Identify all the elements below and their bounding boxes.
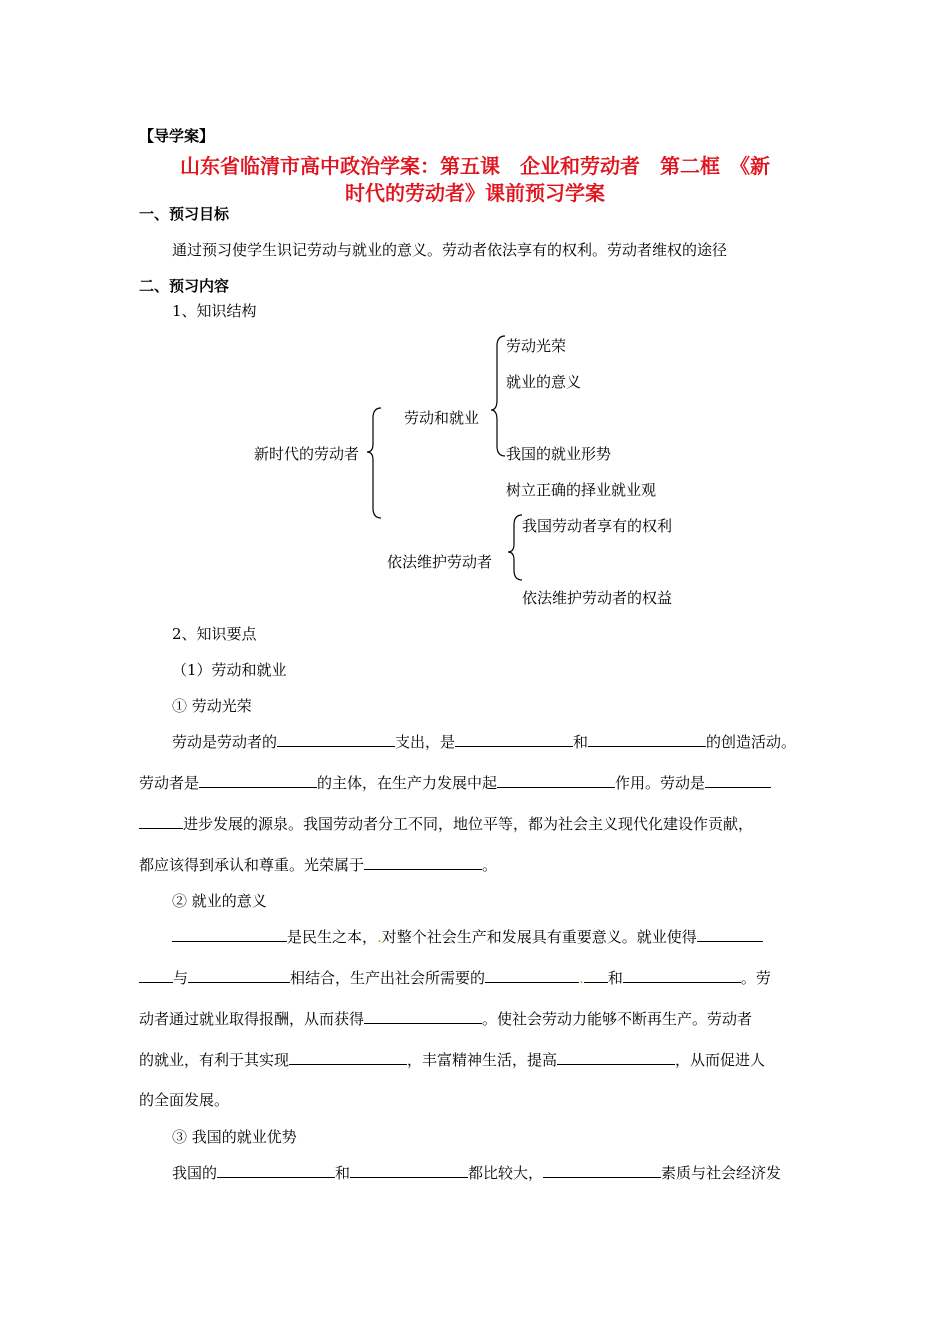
item2-line5: 的全面发展。 [139,1091,230,1109]
fill-blank[interactable] [199,772,317,788]
tree-branch2-item: 我国劳动者享有的权利 [522,517,673,535]
item2-line2: 与 相结合，生产出社会所需要的 . 和 。劳 [139,967,819,988]
fill-blank[interactable] [139,967,173,983]
tree-branch1-item: 劳动光荣 [506,337,567,355]
highlight-dot: . [377,928,382,946]
section2-sub1: 1、知识结构 [172,302,257,320]
item1-line1: 劳动是劳动者的 支出，是 和 的创造活动。 [172,733,797,751]
item2-title: ② 就业的意义 [172,892,267,910]
fill-blank[interactable] [543,1162,661,1178]
item1-line3: 进步发展的源泉。我国劳动者分工不同，地位平等，都为社会主义现代化建设作贡献， [139,813,819,834]
fill-blank[interactable] [277,731,395,747]
fill-blank[interactable] [172,926,287,942]
fill-blank[interactable] [139,813,183,829]
fill-blank[interactable] [217,1162,335,1178]
item3-title: ③ 我国的就业优势 [172,1128,297,1146]
fill-blank[interactable] [557,1049,675,1065]
branch1-brace [491,336,505,456]
fill-blank[interactable] [364,854,482,870]
section2-sub2: 2、知识要点 [172,625,257,643]
tree-branch1: 劳动和就业 [404,409,480,427]
highlight-dot: . [579,969,584,987]
doc-tag: 【导学案】 [139,127,215,145]
fill-blank[interactable] [364,1008,482,1024]
tree-branch1-item: 就业的意义 [506,373,582,391]
item2-line3: 动者通过就业取得报酬，从而获得 。使社会劳动力能够不断再生产。劳动者 [139,1010,753,1028]
item2-line1: 是民生之本，.对整个社会生产和发展具有重要意义。就业使得 [172,926,852,947]
doc-title-line1: 山东省临清市高中政治学案：第五课 企业和劳动者 第二框 《新 [180,154,770,178]
item1-line4: 都应该得到承认和尊重。光荣属于 。 [139,856,498,874]
item3-line1: 我国的 和 都比较大， 素质与社会经济发 [172,1164,782,1182]
fill-blank[interactable] [188,967,290,983]
section1-text: 通过预习使学生识记劳动与就业的意义。劳动者依法享有的权利。劳动者维权的途径 [172,241,728,259]
fill-blank[interactable] [588,731,706,747]
point1-heading: （1）劳动和就业 [172,661,287,679]
branch2-brace [508,515,522,580]
item1-title: ① 劳动光荣 [172,697,252,715]
section2-heading: 二、预习内容 [139,277,230,295]
fill-blank[interactable] [455,731,573,747]
fill-blank[interactable] [705,772,771,788]
fill-blank[interactable] [697,926,763,942]
fill-blank[interactable] [485,967,579,983]
tree-branch1-item: 树立正确的择业就业观 [506,481,657,499]
root-brace [367,408,381,518]
fill-blank[interactable] [623,967,741,983]
doc-title-line2: 时代的劳动者》课前预习学案 [345,181,605,205]
fill-blank[interactable] [350,1162,468,1178]
fill-blank[interactable] [497,772,615,788]
item2-line4: 的就业，有利于其实现 ，丰富精神生活，提高 ，从而促进人 [139,1051,766,1069]
fill-blank[interactable] [584,967,608,983]
section1-heading: 一、预习目标 [139,205,230,223]
tree-branch2-item: 依法维护劳动者的权益 [522,589,673,607]
tree-branch1-item: 我国的就业形势 [506,445,612,463]
item1-line2: 劳动者是 的主体，在生产力发展中起 作用。劳动是 [139,772,819,793]
fill-blank[interactable] [289,1049,407,1065]
tree-branch2: 依法维护劳动者 [387,553,493,571]
tree-root: 新时代的劳动者 [254,445,360,463]
